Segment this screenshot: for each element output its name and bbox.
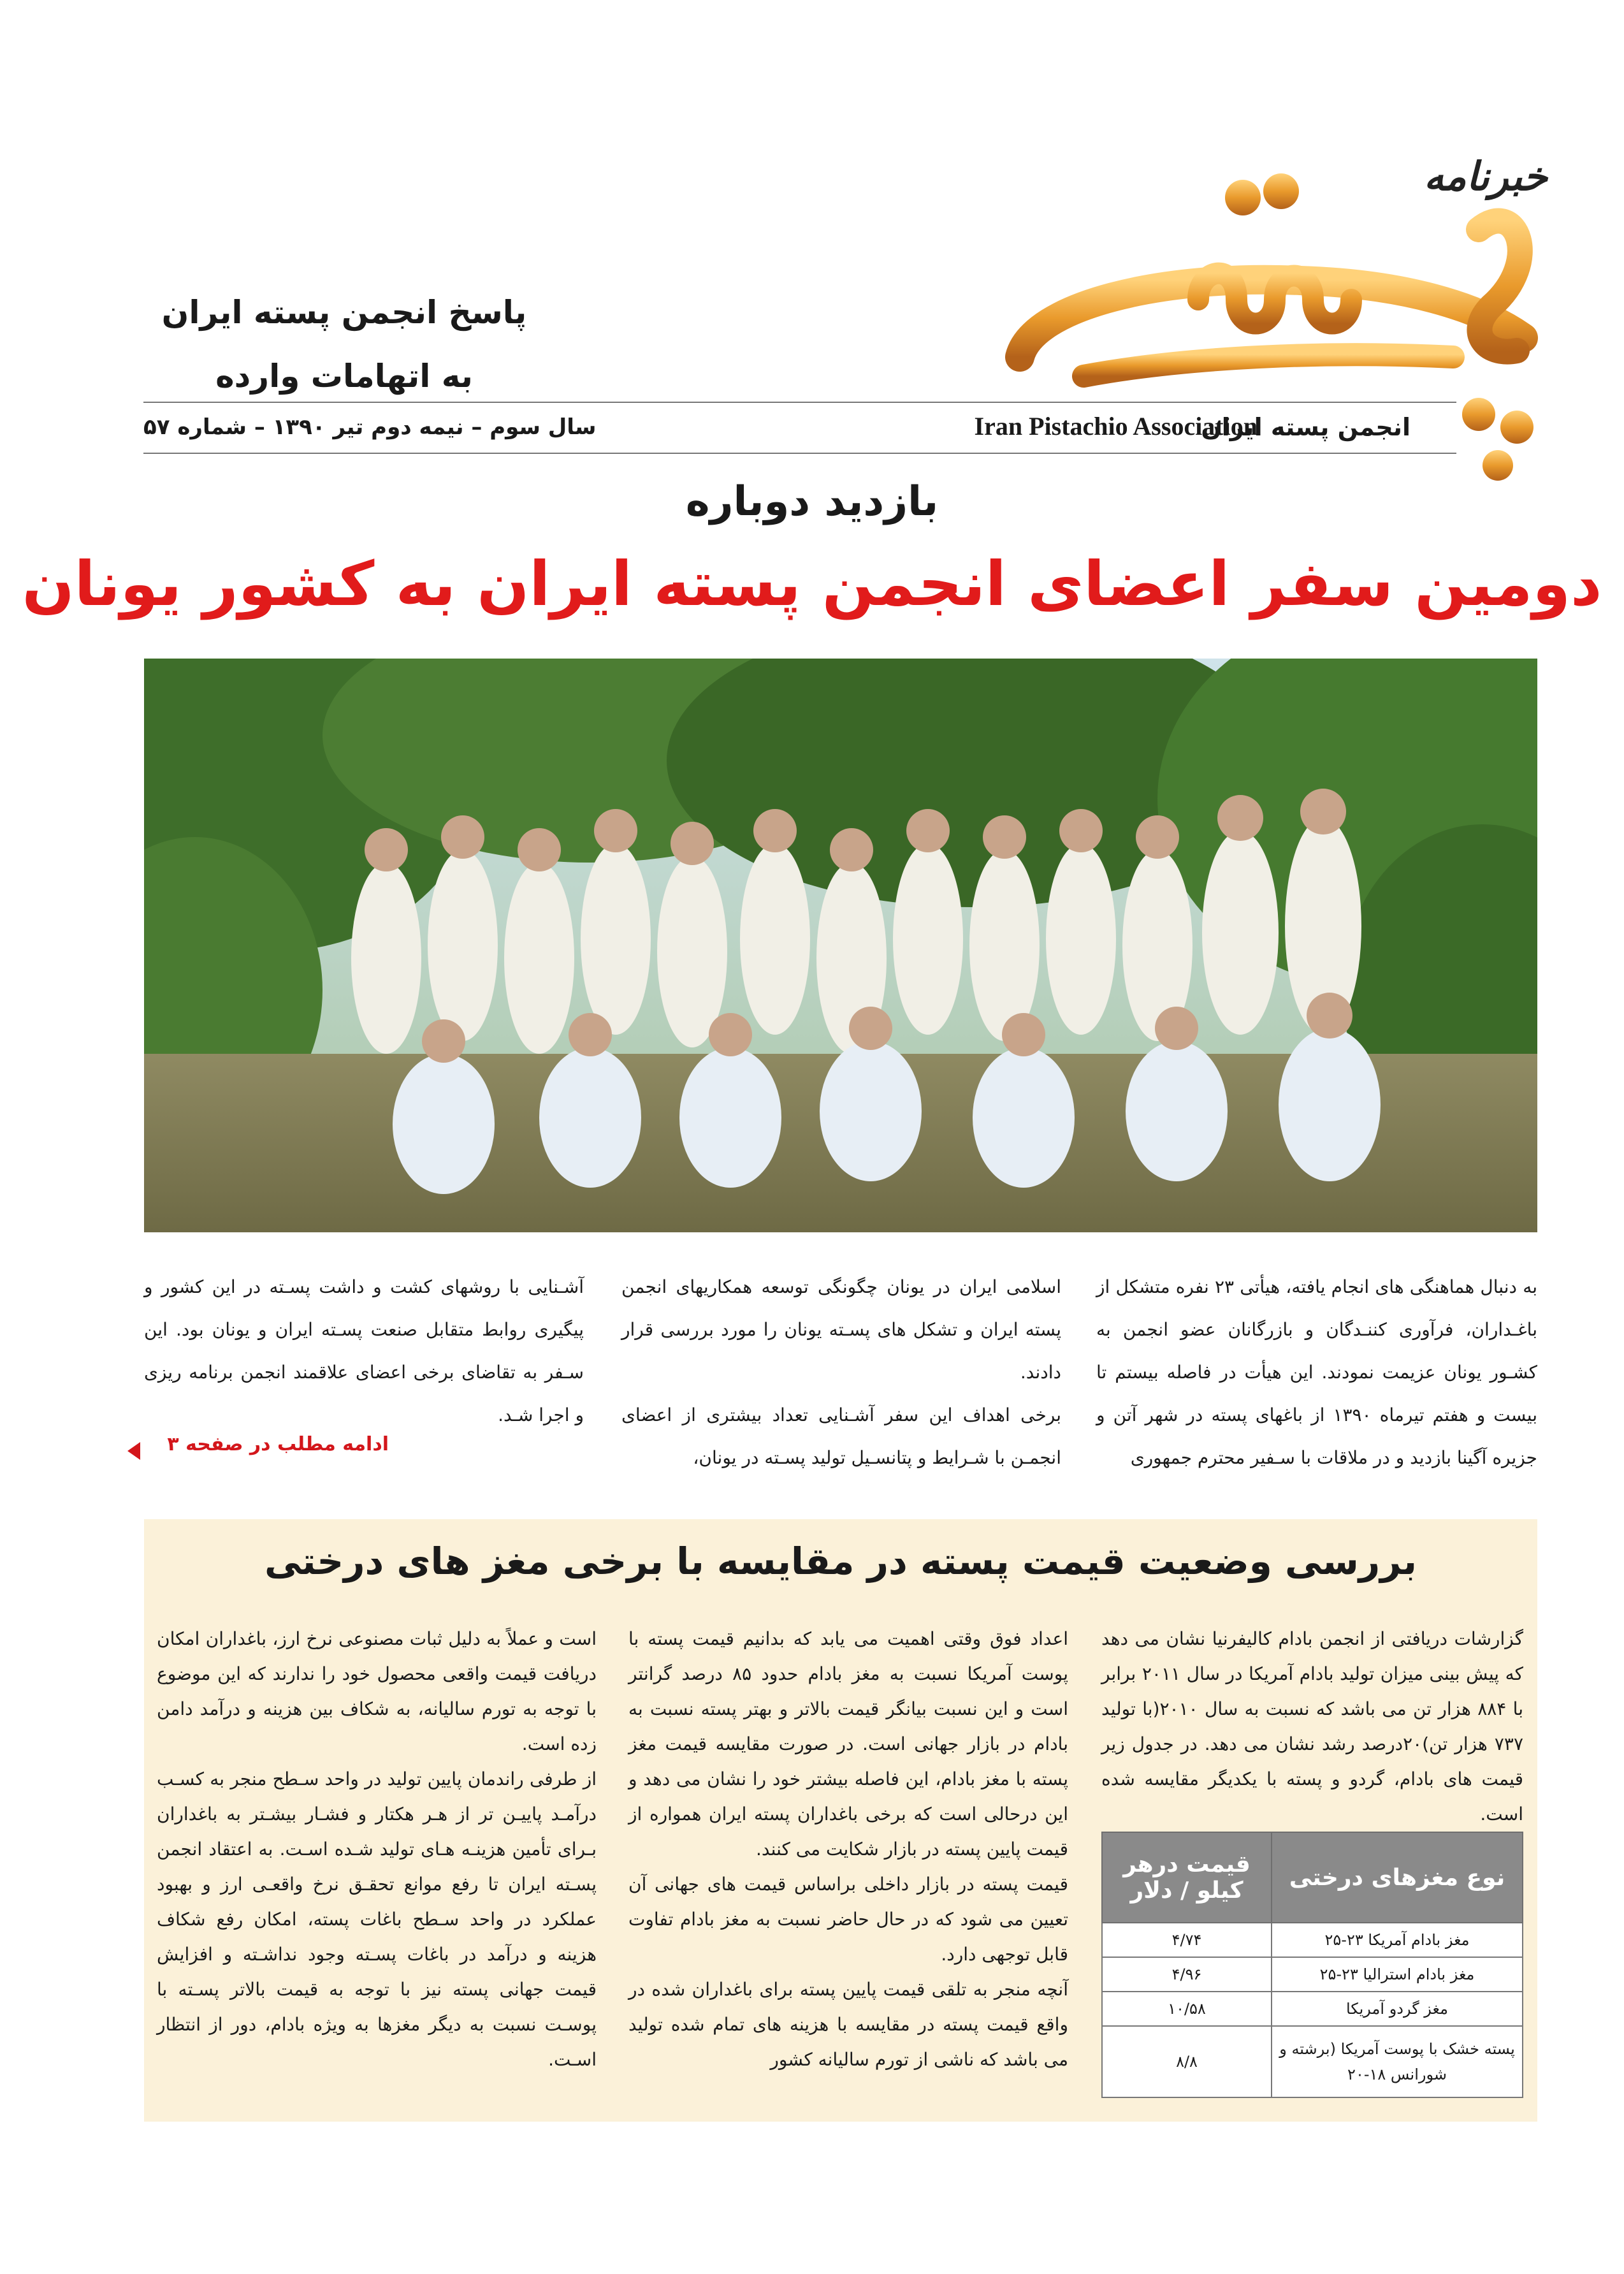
table-row: [1102, 2026, 1523, 2097]
newsletter-label: خبرنامه: [1424, 153, 1548, 200]
nut-type-cell: مغز گردو آمریکا: [1272, 1992, 1523, 2026]
price-cell: ۱۰/۵۸: [1102, 1992, 1272, 2026]
article-title: دومین سفر اعضای انجمن پسته ایران به کشور یونان: [22, 548, 1602, 620]
issue-info: سال سوم – نیمه دوم تیر ۱۳۹۰ – شماره ۵۷: [143, 414, 597, 440]
article1-column-left: آشـنایی با روشهای کشت و داشت پسـته در این کشور و پیگیری روابط متقابل صنعت پسـته ایران و یونان بود. این سـفر به تقاضای برخی اعضای علاقمند انجمن برنامه ریزی و اجرا شـد.: [144, 1276, 584, 1425]
article2-column-middle: اعداد فوق وقتی اهمیت می یابد که بدانیم قیمت پسته با پوست آمریکا نسبت به مغز بادام حدود ۸۵ درصد گرانتر است و این نسبت بیانگر قیمت بالاتر و بهتر پسته نسبت به بادام در بازار جهانی است. در صورت مقایسه قیمت مغز پسته با مغز بادام، این فاصله بیشتر خود را نشان می دهد و این درحالی است که برخی باغداران پسته ایران همواره از قیمت پایین پسته در بازار شکایت می کنند. قیمت پسته در بازار داخلی براساس قیمت های جهانی آن تعیین می شود که در حال حاضر نسبت به مغز بادام تفاوت قابل توجهی دارد. آنچه منجر به تلقی قیمت پایین پسته برای باغداران شده در واقع قیمت پسته در مقایسه با هزینه های تمام شده تولید می باشد که ناشی از تورم سالیانه کشور: [628, 1628, 1068, 2070]
side-headline: [153, 281, 535, 408]
article-kicker: بازدید دوباره: [685, 478, 939, 525]
price-cell: ۴/۷۴: [1102, 1923, 1272, 1957]
nut-type-cell: مغز بادام آمریکا ۲۳-۲۵: [1272, 1923, 1523, 1957]
pistachio-logo: [994, 147, 1568, 504]
continue-arrow-icon: [127, 1442, 140, 1460]
price-comparison-box: [144, 1519, 1537, 2122]
masthead-top-rule: [143, 402, 1456, 403]
article1-column-right: به دنبال هماهنگی های انجام یافته، هیأتی ۲۳ نفره متشکل از باغـداران، فرآوری کننـدگان و بازرگانان عضو انجمن به کشـور یونان عزیمت نمودند. این هیأت در فاصله بیستم تا بیست و هفتم تیرماه ۱۳۹۰ از باغهای پسته در شهر آتن و جزیره آگینا بازدید و در ملاقات با سـفیر محترم جمهوری: [1096, 1276, 1537, 1468]
masthead-bottom-rule: [143, 453, 1456, 454]
header-nut-type: نوع مغزهای درختی: [1272, 1832, 1523, 1923]
association-name-en: Iran Pistachio Association: [974, 412, 1258, 441]
table-row: [1102, 1923, 1523, 1957]
table-row: [1102, 1992, 1523, 2026]
article2-column-left: است و عملاً به دلیل ثبات مصنوعی نرخ ارز، باغداران امکان دریافت قیمت واقعی محصول خود را ندارند که این موضوع با توجه به تورم سالیانه، به شکاف بین هزینه و درآمد دامن زده است. از طرفی راندمان پایین تولید در واحد سـطح منجر به کسـب درآمـد پاییـن تر از هـر هکتار و فشـار بیشـتر به باغداران بـرای تأمین هزینـه هـای تولید شـده اسـت. به اعتقاد انجمن پسـته ایران تا رفع موانع تحقـق نرخ واقعـی ارز و بهبود عملکرد در واحد سـطح باغات پسته، امکان رفع شکاف هزینه و درآمد در باغات پسـته وجود نداشـته و افزایش قیمت جهانی پسته نیز با توجه به قیمت بالاتر پسـته با پوسـت نسبت به دیگر مغزها به ویژه بادام، دور از انتظار اسـت.: [157, 1628, 597, 2070]
price-box-title: بررسی وضعیت قیمت پسته در مقایسه با برخی مغز های درختی: [264, 1540, 1417, 1583]
side-headline-line2: به اتهامات وارده: [215, 358, 473, 395]
article1-column-middle: اسلامی ایران در یونان چگونگی توسعه همکاریهای انجمن پسته ایران و تشکل های پسـته یونان را مورد بررسی قرار دادند. برخی اهداف این سفر آشـنایی تعداد بیشتری از اعضای انجمـن با شـرایط و پتانسـیل تولید پسـته در یونان،: [621, 1276, 1061, 1468]
nut-type-cell: مغز بادام استرالیا ۲۳-۲۵: [1272, 1957, 1523, 1992]
group-photo: [144, 659, 1537, 1232]
side-headline-line1: پاسخ انجمن پسته ایران: [161, 294, 527, 331]
price-table: [1101, 1832, 1523, 2098]
table-row: [1102, 1957, 1523, 1992]
price-cell: ۸/۸: [1102, 2026, 1272, 2097]
association-name-fa: انجمن پسته ایران: [1201, 413, 1410, 441]
continue-link[interactable]: ادامه مطلب در صفحه ۳: [167, 1433, 389, 1455]
nut-type-cell: پسته خشک با پوست آمریکا (برشته و شورانس ۱۸-۲۰: [1272, 2026, 1523, 2097]
price-cell: ۴/۹۶: [1102, 1957, 1272, 1992]
article2-column-right: گزارشات دریافتی از انجمن بادام کالیفرنیا نشان می دهد که پیش بینی میزان تولید بادام آمریکا در سال ۲۰۱۱ برابر با ۸۸۴ هزار تن می باشد که نسبت به سال ۲۰۱۰(با تولید ۷۳۷ هزار تن)۲۰درصد رشد نشان می دهد. در جدول زیر قیمت های بادام، گردو و پسته با یکدیگر مقایسه شده است.: [1101, 1628, 1523, 1825]
header-price: قیمت درهر کیلو / دلار: [1102, 1832, 1272, 1923]
